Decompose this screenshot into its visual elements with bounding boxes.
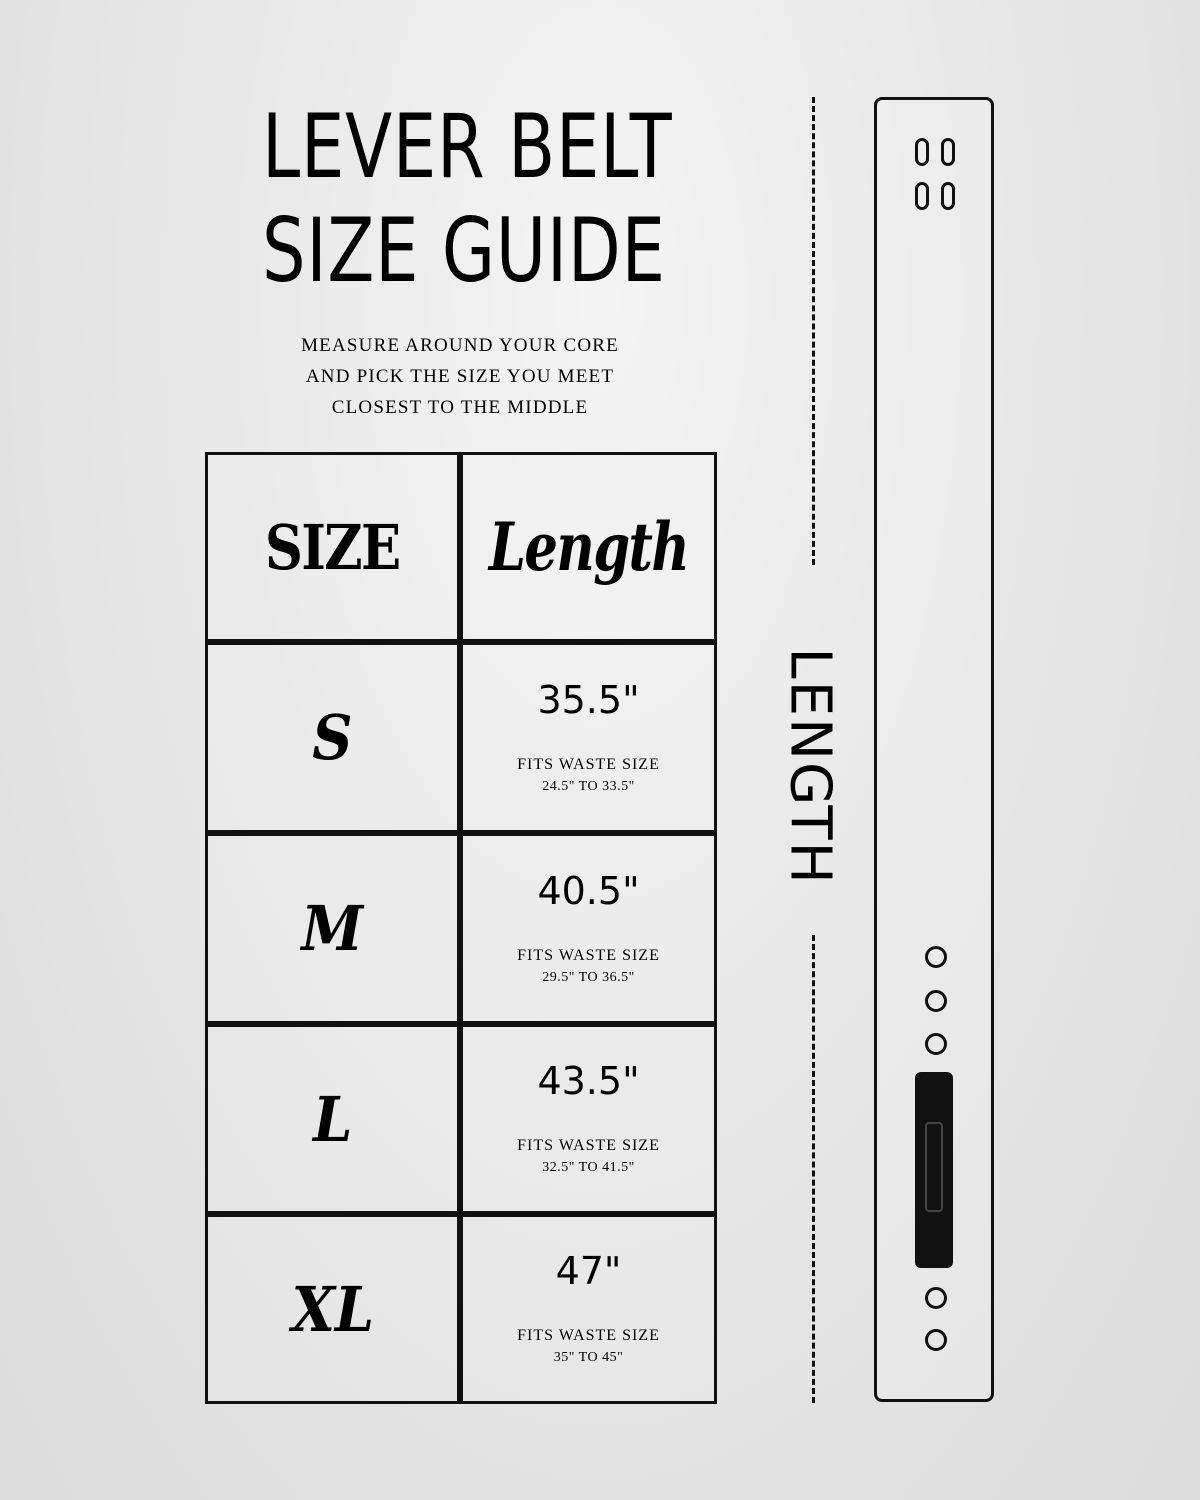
belt-hole-icon xyxy=(925,1287,947,1309)
length-cell-xl xyxy=(460,1214,717,1404)
header-length-cell xyxy=(460,452,717,642)
belt-hole-icon xyxy=(925,1329,947,1351)
fits-range: 29.5" TO 36.5" xyxy=(542,969,635,985)
page-title xyxy=(262,95,673,303)
size-cell-s xyxy=(205,642,460,833)
length-cell-m xyxy=(460,833,717,1024)
rivet-slot-icon xyxy=(915,138,929,166)
length-cell-l xyxy=(460,1024,717,1214)
fits-range: 32.5" TO 41.5" xyxy=(542,1160,635,1175)
header-size-cell xyxy=(205,452,460,642)
size-label: L xyxy=(312,1082,353,1156)
fits-label: FITS WASTE SIZE xyxy=(517,755,660,773)
instructions xyxy=(240,330,680,423)
size-label: M xyxy=(301,892,364,965)
lever-buckle-icon xyxy=(915,1072,953,1268)
buckle-lever-icon xyxy=(925,1122,943,1212)
instructions-line-1: MEASURE AROUND YOUR CORE xyxy=(301,335,619,356)
fits-label: FITS WASTE SIZE xyxy=(517,1137,660,1154)
length-value: 40.5" xyxy=(537,868,640,913)
fits-range: 24.5" TO 33.5" xyxy=(542,778,635,794)
size-table xyxy=(205,452,717,1404)
size-label: XL xyxy=(291,1272,374,1346)
instructions-line-3: CLOSEST TO THE MIDDLE xyxy=(331,397,589,418)
belt-hole-icon xyxy=(925,990,947,1012)
header-size-label: SIZE xyxy=(265,510,400,584)
size-label: S xyxy=(312,701,353,774)
title-line-1: LEVER BELT xyxy=(262,95,673,198)
fits-label: FITS WASTE SIZE xyxy=(517,1327,660,1344)
length-cell-s xyxy=(460,642,717,833)
belt-illustration-icon xyxy=(874,97,994,1402)
header-length-label: Length xyxy=(488,508,689,586)
size-cell-l xyxy=(205,1024,460,1214)
rivet-slot-icon xyxy=(915,182,929,210)
instructions-line-2: AND PICK THE SIZE YOU MEET xyxy=(305,366,615,387)
title-line-2: SIZE GUIDE xyxy=(262,199,666,302)
size-cell-m xyxy=(205,833,460,1024)
fits-label: FITS WASTE SIZE xyxy=(517,946,660,964)
belt-hole-icon xyxy=(925,1033,947,1055)
measure-line-top xyxy=(812,97,815,565)
size-cell-xl xyxy=(205,1214,460,1404)
fits-range: 35" TO 45" xyxy=(553,1350,624,1365)
measure-line-bottom xyxy=(812,935,815,1403)
length-value: 43.5" xyxy=(537,1059,640,1103)
length-value: 35.5" xyxy=(537,677,640,722)
rivet-slot-icon xyxy=(941,182,955,210)
length-measure-label: LENGTH xyxy=(777,647,843,886)
length-value: 47" xyxy=(555,1249,622,1293)
rivet-slot-icon xyxy=(941,138,955,166)
belt-hole-icon xyxy=(925,946,947,968)
